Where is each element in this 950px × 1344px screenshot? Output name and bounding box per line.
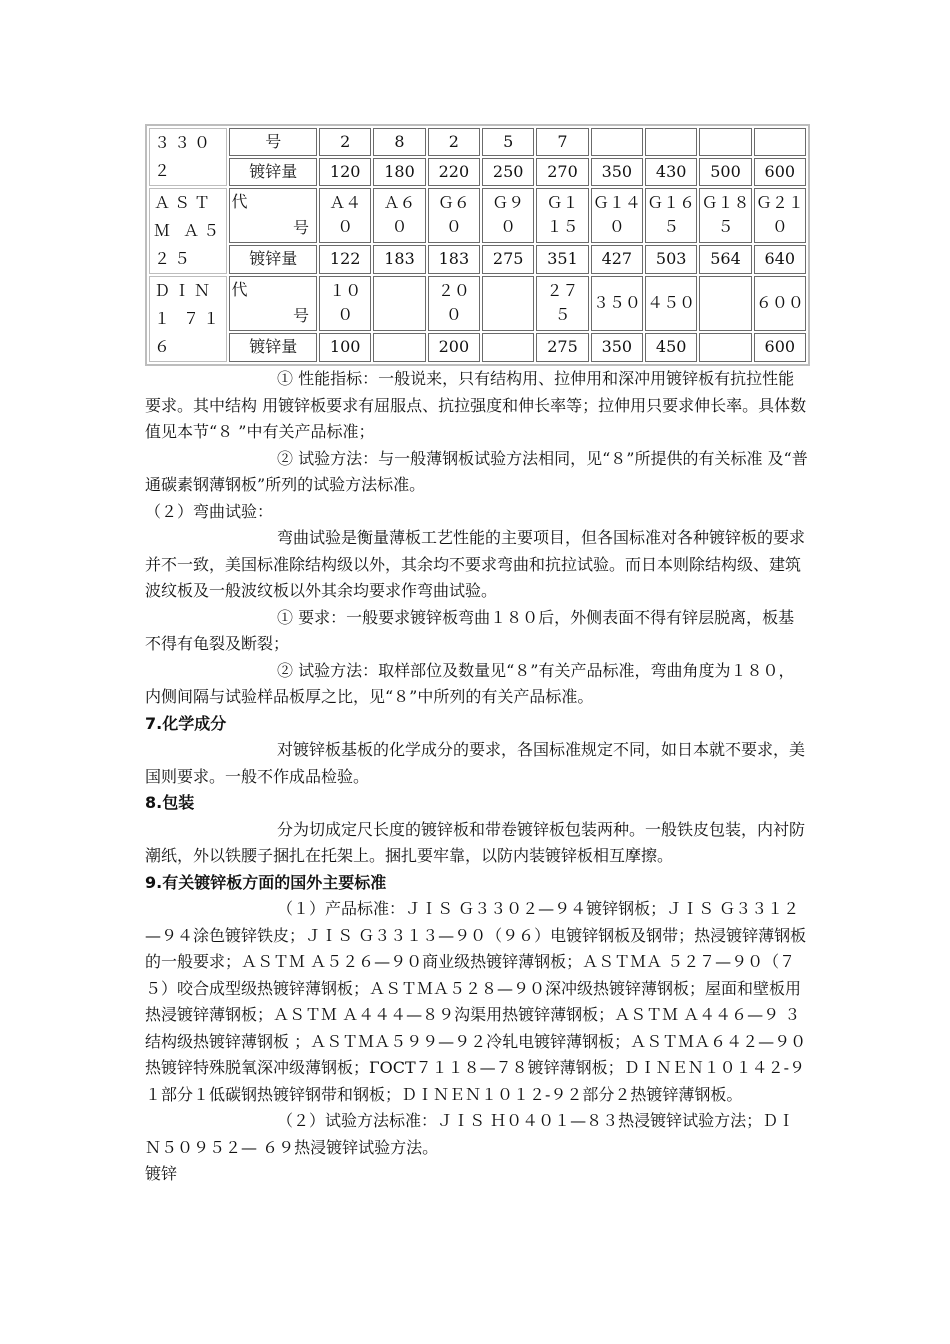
code-cell: Ｇ２１ ０ — [754, 188, 806, 243]
amount-cell: 180 — [373, 158, 425, 186]
paragraph-chemical-composition: 对镀锌板基板的化学成分的要求，各国标准规定不同，如日本就不要求，美国则要求。一般不作成品检验。 — [145, 740, 806, 786]
code-cell: Ｇ１６ ５ — [645, 188, 697, 243]
amount-cell: 350 — [591, 333, 643, 362]
amount-label-cell: 镀锌量 — [229, 333, 317, 362]
standard-cell: ３３０２ — [149, 128, 227, 186]
paragraph-test-method-standards: （２）试验方法标准：ＪＩＳ Ｈ０４０１—８３热浸镀锌试验方法；ＤＩＮ５０９５２— ６９热浸镀锌试验方法。 — [145, 1111, 795, 1157]
amount-cell: 220 — [428, 158, 480, 186]
code-cell: Ａ４ ０ — [319, 188, 371, 243]
code-cell: ６００ — [754, 276, 806, 331]
amount-cell: 120 — [319, 158, 371, 186]
section-heading-packaging: 8.包装 — [145, 793, 195, 812]
code-cell: Ｇ１４ ０ — [591, 188, 643, 243]
code-cell: 8 — [373, 128, 425, 156]
table-row — [149, 158, 806, 186]
table-row — [149, 245, 806, 274]
code-label-cell — [229, 276, 317, 331]
paragraph-bend-requirement: ① 要求：一般要求镀锌板弯曲１８０后，外侧表面不得有锌层脱离，板基不得有龟裂及断裂； — [145, 607, 795, 653]
amount-cell: 275 — [482, 245, 534, 274]
galvanizing-amount-table — [145, 124, 810, 366]
code-cell: ２０ ０ — [428, 276, 480, 331]
amount-cell — [699, 333, 751, 362]
section-heading-foreign-standards: 9.有关镀锌板方面的国外主要标准 — [145, 872, 387, 892]
code-cell: 7 — [536, 128, 588, 156]
section-heading-chemical-composition: 7.化学成分 — [145, 713, 227, 733]
code-label-part: 代 — [231, 192, 248, 212]
amount-label-cell: 镀锌量 — [229, 158, 317, 186]
code-cell — [591, 128, 643, 156]
paragraph-product-standards: （１）产品标准：ＪＩＳ Ｇ３３０２—９４镀锌钢板；ＪＩＳ Ｇ３３１２—９４涂色镀锌铁皮；ＪＩＳ Ｇ３３１３—９０（９６）电镀锌钢板及钢带；热浸镀锌薄钢板的一般要求；ＡＳＴＭ Ａ５２６—９０商业级热镀锌薄钢板；ＡＳＴＭＡ ５２７—９０（７５）咬合成型级热镀锌薄钢板；ＡＳＴＭＡ５２８—９０深冲级热镀锌薄钢板；屋面和壁板用 热浸镀锌薄钢板；ＡＳＴＭ Ａ４４４—８９沟渠用热镀锌薄钢板；ＡＳＴＭ Ａ４４６—９ ３结构级热镀锌薄钢板 ；ＡＳＴＭＡ５９９—９２冷轧电镀锌薄钢板；ＡＳＴＭＡ６４２—９０热镀锌特殊脱氧深冲级薄钢板；ГОСТ７１１８—７８镀锌薄钢板；ＤＩＮＥＮ１０１４２-９１部分１低碳钢热镀锌钢带和钢板；ＤＩＮＥＮ１０１２-９２部分２热镀锌薄钢板。 — [145, 899, 807, 1104]
code-cell: ４５０ — [645, 276, 697, 331]
code-cell: Ｇ６ ０ — [428, 188, 480, 243]
code-cell: ２７ ５ — [536, 276, 588, 331]
table-row — [149, 128, 806, 156]
amount-cell: 183 — [373, 245, 425, 274]
code-cell: １０ ０ — [319, 276, 371, 331]
code-cell: ３５０ — [591, 276, 643, 331]
amount-cell — [482, 333, 534, 362]
code-cell: Ｇ１８ ５ — [699, 188, 751, 243]
document-page — [145, 124, 810, 1188]
standard-cell: ＡＳＴＭ Ａ５２５ — [149, 188, 227, 274]
amount-cell: 351 — [536, 245, 588, 274]
amount-cell: 183 — [428, 245, 480, 274]
amount-cell: 430 — [645, 158, 697, 186]
code-cell: Ｇ９ ０ — [482, 188, 534, 243]
table-row — [149, 333, 806, 362]
amount-cell: 350 — [591, 158, 643, 186]
amount-cell: 250 — [482, 158, 534, 186]
code-cell: Ｇ１ １５ — [536, 188, 588, 243]
amount-cell: 200 — [428, 333, 480, 362]
paragraph-trailing-word: 镀锌 — [145, 1164, 178, 1183]
amount-cell: 564 — [699, 245, 751, 274]
code-cell — [699, 276, 751, 331]
amount-cell: 275 — [536, 333, 588, 362]
standard-cell: ＤＩＮ１ ７１６ — [149, 276, 227, 362]
amount-cell: 427 — [591, 245, 643, 274]
paragraph-bend-test-method: ② 试验方法：取样部位及数量见“８”有关产品标准，弯曲角度为１８０，内侧间隔与试验样品板厚之比，见“８”中所列的有关产品标准。 — [145, 660, 795, 706]
code-cell — [645, 128, 697, 156]
code-cell: 2 — [428, 128, 480, 156]
amount-cell: 500 — [699, 158, 751, 186]
code-cell — [373, 276, 425, 331]
code-cell — [754, 128, 806, 156]
paragraph-bend-test: 弯曲试验是衡量薄板工艺性能的主要项目，但各国标准对各种镀锌板的要求并不一致，美国标准除结构级以外，其余均不要求弯曲和抗拉试验。而日本则除结构级、建筑波纹板及一般波纹板以外其余均要求作弯曲试验。 — [145, 528, 806, 600]
code-label-part: 号 — [293, 218, 310, 238]
code-label-cell: 号 — [229, 128, 317, 156]
code-label-cell — [229, 188, 317, 243]
code-cell — [699, 128, 751, 156]
amount-cell: 640 — [754, 245, 806, 274]
amount-cell: 100 — [319, 333, 371, 362]
table-row — [149, 276, 806, 331]
code-cell — [482, 276, 534, 331]
body-text — [145, 366, 810, 1188]
code-cell: 2 — [319, 128, 371, 156]
paragraph-performance-index: ① 性能指标：一般说来，只有结构用、拉伸用和深冲用镀锌板有抗拉性能要求。其中结构 用镀锌板要求有屈服点、抗拉强度和伸长率等；拉伸用只要求伸长率。具体数值见本节“８ ”中有关产品标准； — [145, 369, 807, 441]
amount-cell: 122 — [319, 245, 371, 274]
amount-cell: 600 — [754, 333, 806, 362]
code-cell: 5 — [482, 128, 534, 156]
amount-cell: 270 — [536, 158, 588, 186]
table-row — [149, 188, 806, 243]
paragraph-bend-test-heading: （２）弯曲试验： — [145, 501, 274, 521]
code-label-part: 号 — [293, 306, 310, 326]
amount-cell — [373, 333, 425, 362]
amount-cell: 450 — [645, 333, 697, 362]
amount-label-cell: 镀锌量 — [229, 245, 317, 274]
paragraph-test-method: ② 试验方法：与一般薄钢板试验方法相同，见“８”所提供的有关标准 及“普通碳素钢薄钢板”所列的试验方法标准。 — [145, 448, 808, 494]
amount-cell: 503 — [645, 245, 697, 274]
paragraph-packaging: 分为切成定尺长度的镀锌板和带卷镀锌板包装两种。一般铁皮包装，内衬防潮纸，外以铁腰子捆扎在托架上。捆扎要牢靠，以防内装镀锌板相互摩擦。 — [145, 819, 806, 865]
code-cell: Ａ６ ０ — [373, 188, 425, 243]
code-label-part: 代 — [231, 280, 248, 300]
amount-cell: 600 — [754, 158, 806, 186]
